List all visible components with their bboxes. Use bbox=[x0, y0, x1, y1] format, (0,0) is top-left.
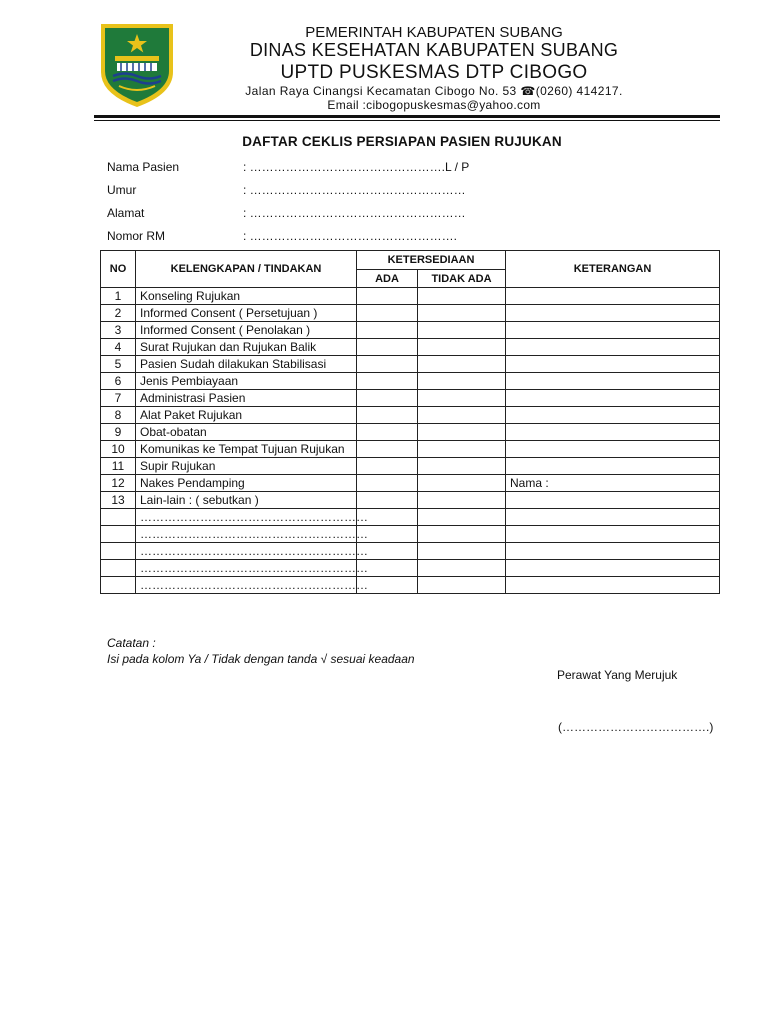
row-item-cell: Surat Rujukan dan Rujukan Balik bbox=[136, 339, 357, 356]
row-item-cell: ………………………………………………… bbox=[136, 543, 357, 560]
row-keterangan-cell bbox=[506, 407, 720, 424]
row-keterangan-cell bbox=[506, 390, 720, 407]
row-tidak-ada-cell bbox=[418, 288, 506, 305]
row-item-cell: Jenis Pembiayaan bbox=[136, 373, 357, 390]
row-item-cell: ………………………………………………… bbox=[136, 509, 357, 526]
table-row bbox=[101, 475, 720, 492]
row-no-cell bbox=[101, 509, 136, 526]
header-government: PEMERINTAH KABUPATEN SUBANG bbox=[305, 24, 563, 41]
row-keterangan-cell bbox=[506, 373, 720, 390]
header-ada: ADA bbox=[357, 270, 418, 288]
notes-label: Catatan : bbox=[107, 636, 156, 650]
header-address: Jalan Raya Cinangsi Kecamatan Cibogo No. 53 ☎(0260) 414217. bbox=[245, 84, 623, 98]
header-kelengkapan: KELENGKAPAN / TINDAKAN bbox=[136, 251, 357, 288]
row-item-cell: Nakes Pendamping bbox=[136, 475, 357, 492]
field-label-alamat: Alamat bbox=[107, 206, 145, 220]
notes-text: Isi pada kolom Ya / Tidak dengan tanda √ sesuai keadaan bbox=[107, 652, 415, 666]
row-ada-cell bbox=[357, 407, 418, 424]
row-no-cell: 6 bbox=[101, 373, 136, 390]
field-value-nama: : ………………………………………….L / P bbox=[243, 160, 470, 174]
header-rule-thick bbox=[94, 115, 720, 118]
row-keterangan-cell bbox=[506, 458, 720, 475]
row-no-cell: 13 bbox=[101, 492, 136, 509]
row-item-cell: Supir Rujukan bbox=[136, 458, 357, 475]
row-no-cell: 9 bbox=[101, 424, 136, 441]
row-no-cell: 3 bbox=[101, 322, 136, 339]
row-keterangan-cell bbox=[506, 339, 720, 356]
row-ada-cell bbox=[357, 475, 418, 492]
table-row bbox=[101, 424, 720, 441]
row-keterangan-cell bbox=[506, 305, 720, 322]
field-label-nama: Nama Pasien bbox=[107, 160, 180, 174]
row-keterangan-cell: Nama : bbox=[506, 475, 720, 492]
row-tidak-ada-cell bbox=[418, 526, 506, 543]
row-no-cell: 11 bbox=[101, 458, 136, 475]
row-tidak-ada-cell bbox=[418, 560, 506, 577]
table-row bbox=[101, 373, 720, 390]
row-keterangan-cell bbox=[506, 543, 720, 560]
row-no-cell bbox=[101, 526, 136, 543]
header-no: NO bbox=[101, 251, 136, 288]
row-item-cell: Konseling Rujukan bbox=[136, 288, 357, 305]
table-row bbox=[101, 288, 720, 305]
row-tidak-ada-cell bbox=[418, 356, 506, 373]
field-label-nomor-rm: Nomor RM bbox=[107, 229, 166, 243]
row-tidak-ada-cell bbox=[418, 339, 506, 356]
row-tidak-ada-cell bbox=[418, 458, 506, 475]
row-no-cell: 12 bbox=[101, 475, 136, 492]
field-value-umur: : ……………………………………………… bbox=[243, 183, 466, 197]
row-tidak-ada-cell bbox=[418, 305, 506, 322]
header-department: DINAS KESEHATAN KABUPATEN SUBANG bbox=[249, 40, 619, 60]
row-item-cell: ………………………………………………… bbox=[136, 577, 357, 594]
row-tidak-ada-cell bbox=[418, 475, 506, 492]
row-item-cell: Informed Consent ( Persetujuan ) bbox=[136, 305, 357, 322]
table-row bbox=[101, 458, 720, 475]
row-ada-cell bbox=[357, 339, 418, 356]
table-row bbox=[101, 339, 720, 356]
row-item-cell: ………………………………………………… bbox=[136, 526, 357, 543]
row-ada-cell bbox=[357, 356, 418, 373]
row-no-cell: 1 bbox=[101, 288, 136, 305]
header-rule-thin bbox=[94, 120, 720, 121]
field-label-umur: Umur bbox=[107, 183, 137, 197]
row-keterangan-cell bbox=[506, 492, 720, 509]
row-keterangan-cell bbox=[506, 441, 720, 458]
row-ada-cell bbox=[357, 492, 418, 509]
row-keterangan-cell bbox=[506, 577, 720, 594]
row-ada-cell bbox=[357, 458, 418, 475]
row-no-cell: 2 bbox=[101, 305, 136, 322]
row-keterangan-cell bbox=[506, 526, 720, 543]
signature-label: Perawat Yang Merujuk bbox=[557, 668, 678, 682]
row-tidak-ada-cell bbox=[418, 492, 506, 509]
row-tidak-ada-cell bbox=[418, 322, 506, 339]
table-row bbox=[101, 441, 720, 458]
table-row bbox=[101, 577, 720, 594]
row-ada-cell bbox=[357, 322, 418, 339]
row-item-cell: Pasien Sudah dilakukan Stabilisasi bbox=[136, 356, 357, 373]
field-value-nomor-rm: : ……………………………………………. bbox=[243, 229, 458, 243]
table-row bbox=[101, 305, 720, 322]
header-keterangan: KETERANGAN bbox=[506, 251, 720, 288]
table-row bbox=[101, 390, 720, 407]
row-no-cell: 5 bbox=[101, 356, 136, 373]
table-row bbox=[101, 509, 720, 526]
row-ada-cell bbox=[357, 424, 418, 441]
row-item-cell: Komunikas ke Tempat Tujuan Rujukan bbox=[136, 441, 357, 458]
row-tidak-ada-cell bbox=[418, 441, 506, 458]
header-tidak-ada: TIDAK ADA bbox=[418, 270, 506, 288]
row-no-cell: 4 bbox=[101, 339, 136, 356]
row-no-cell bbox=[101, 543, 136, 560]
row-keterangan-cell bbox=[506, 424, 720, 441]
row-tidak-ada-cell bbox=[418, 373, 506, 390]
row-tidak-ada-cell bbox=[418, 577, 506, 594]
row-no-cell: 7 bbox=[101, 390, 136, 407]
row-ada-cell bbox=[357, 441, 418, 458]
header-ketersediaan: KETERSEDIAAN bbox=[357, 251, 506, 270]
row-ada-cell bbox=[357, 305, 418, 322]
row-tidak-ada-cell bbox=[418, 407, 506, 424]
table-row bbox=[101, 322, 720, 339]
row-tidak-ada-cell bbox=[418, 543, 506, 560]
row-item-cell: Obat-obatan bbox=[136, 424, 357, 441]
row-item-cell: Alat Paket Rujukan bbox=[136, 407, 357, 424]
signature-blank: (……………………………….) bbox=[558, 720, 714, 734]
row-item-cell: Informed Consent ( Penolakan ) bbox=[136, 322, 357, 339]
emblem-logo bbox=[95, 20, 179, 110]
checklist-table bbox=[100, 250, 720, 594]
table-row bbox=[101, 543, 720, 560]
row-ada-cell bbox=[357, 390, 418, 407]
row-item-cell: Lain-lain : ( sebutkan ) bbox=[136, 492, 357, 509]
row-tidak-ada-cell bbox=[418, 390, 506, 407]
row-keterangan-cell bbox=[506, 560, 720, 577]
row-keterangan-cell bbox=[506, 288, 720, 305]
table-row bbox=[101, 560, 720, 577]
row-tidak-ada-cell bbox=[418, 424, 506, 441]
document-title: DAFTAR CEKLIS PERSIAPAN PASIEN RUJUKAN bbox=[242, 134, 562, 149]
row-keterangan-cell bbox=[506, 356, 720, 373]
row-no-cell bbox=[101, 577, 136, 594]
row-tidak-ada-cell bbox=[418, 509, 506, 526]
table-row bbox=[101, 492, 720, 509]
row-no-cell: 10 bbox=[101, 441, 136, 458]
table-row bbox=[101, 407, 720, 424]
row-ada-cell bbox=[357, 373, 418, 390]
row-item-cell: Administrasi Pasien bbox=[136, 390, 357, 407]
checklist-body bbox=[101, 288, 720, 594]
row-keterangan-cell bbox=[506, 509, 720, 526]
row-no-cell: 8 bbox=[101, 407, 136, 424]
field-value-alamat: : ……………………………………………… bbox=[243, 206, 466, 220]
row-ada-cell bbox=[357, 288, 418, 305]
header-institution: UPTD PUSKESMAS DTP CIBOGO bbox=[280, 62, 588, 83]
row-no-cell bbox=[101, 560, 136, 577]
table-row bbox=[101, 526, 720, 543]
row-item-cell: ………………………………………………… bbox=[136, 560, 357, 577]
header-email: Email :cibogopuskesmas@yahoo.com bbox=[327, 98, 541, 112]
row-keterangan-cell bbox=[506, 322, 720, 339]
table-row bbox=[101, 356, 720, 373]
